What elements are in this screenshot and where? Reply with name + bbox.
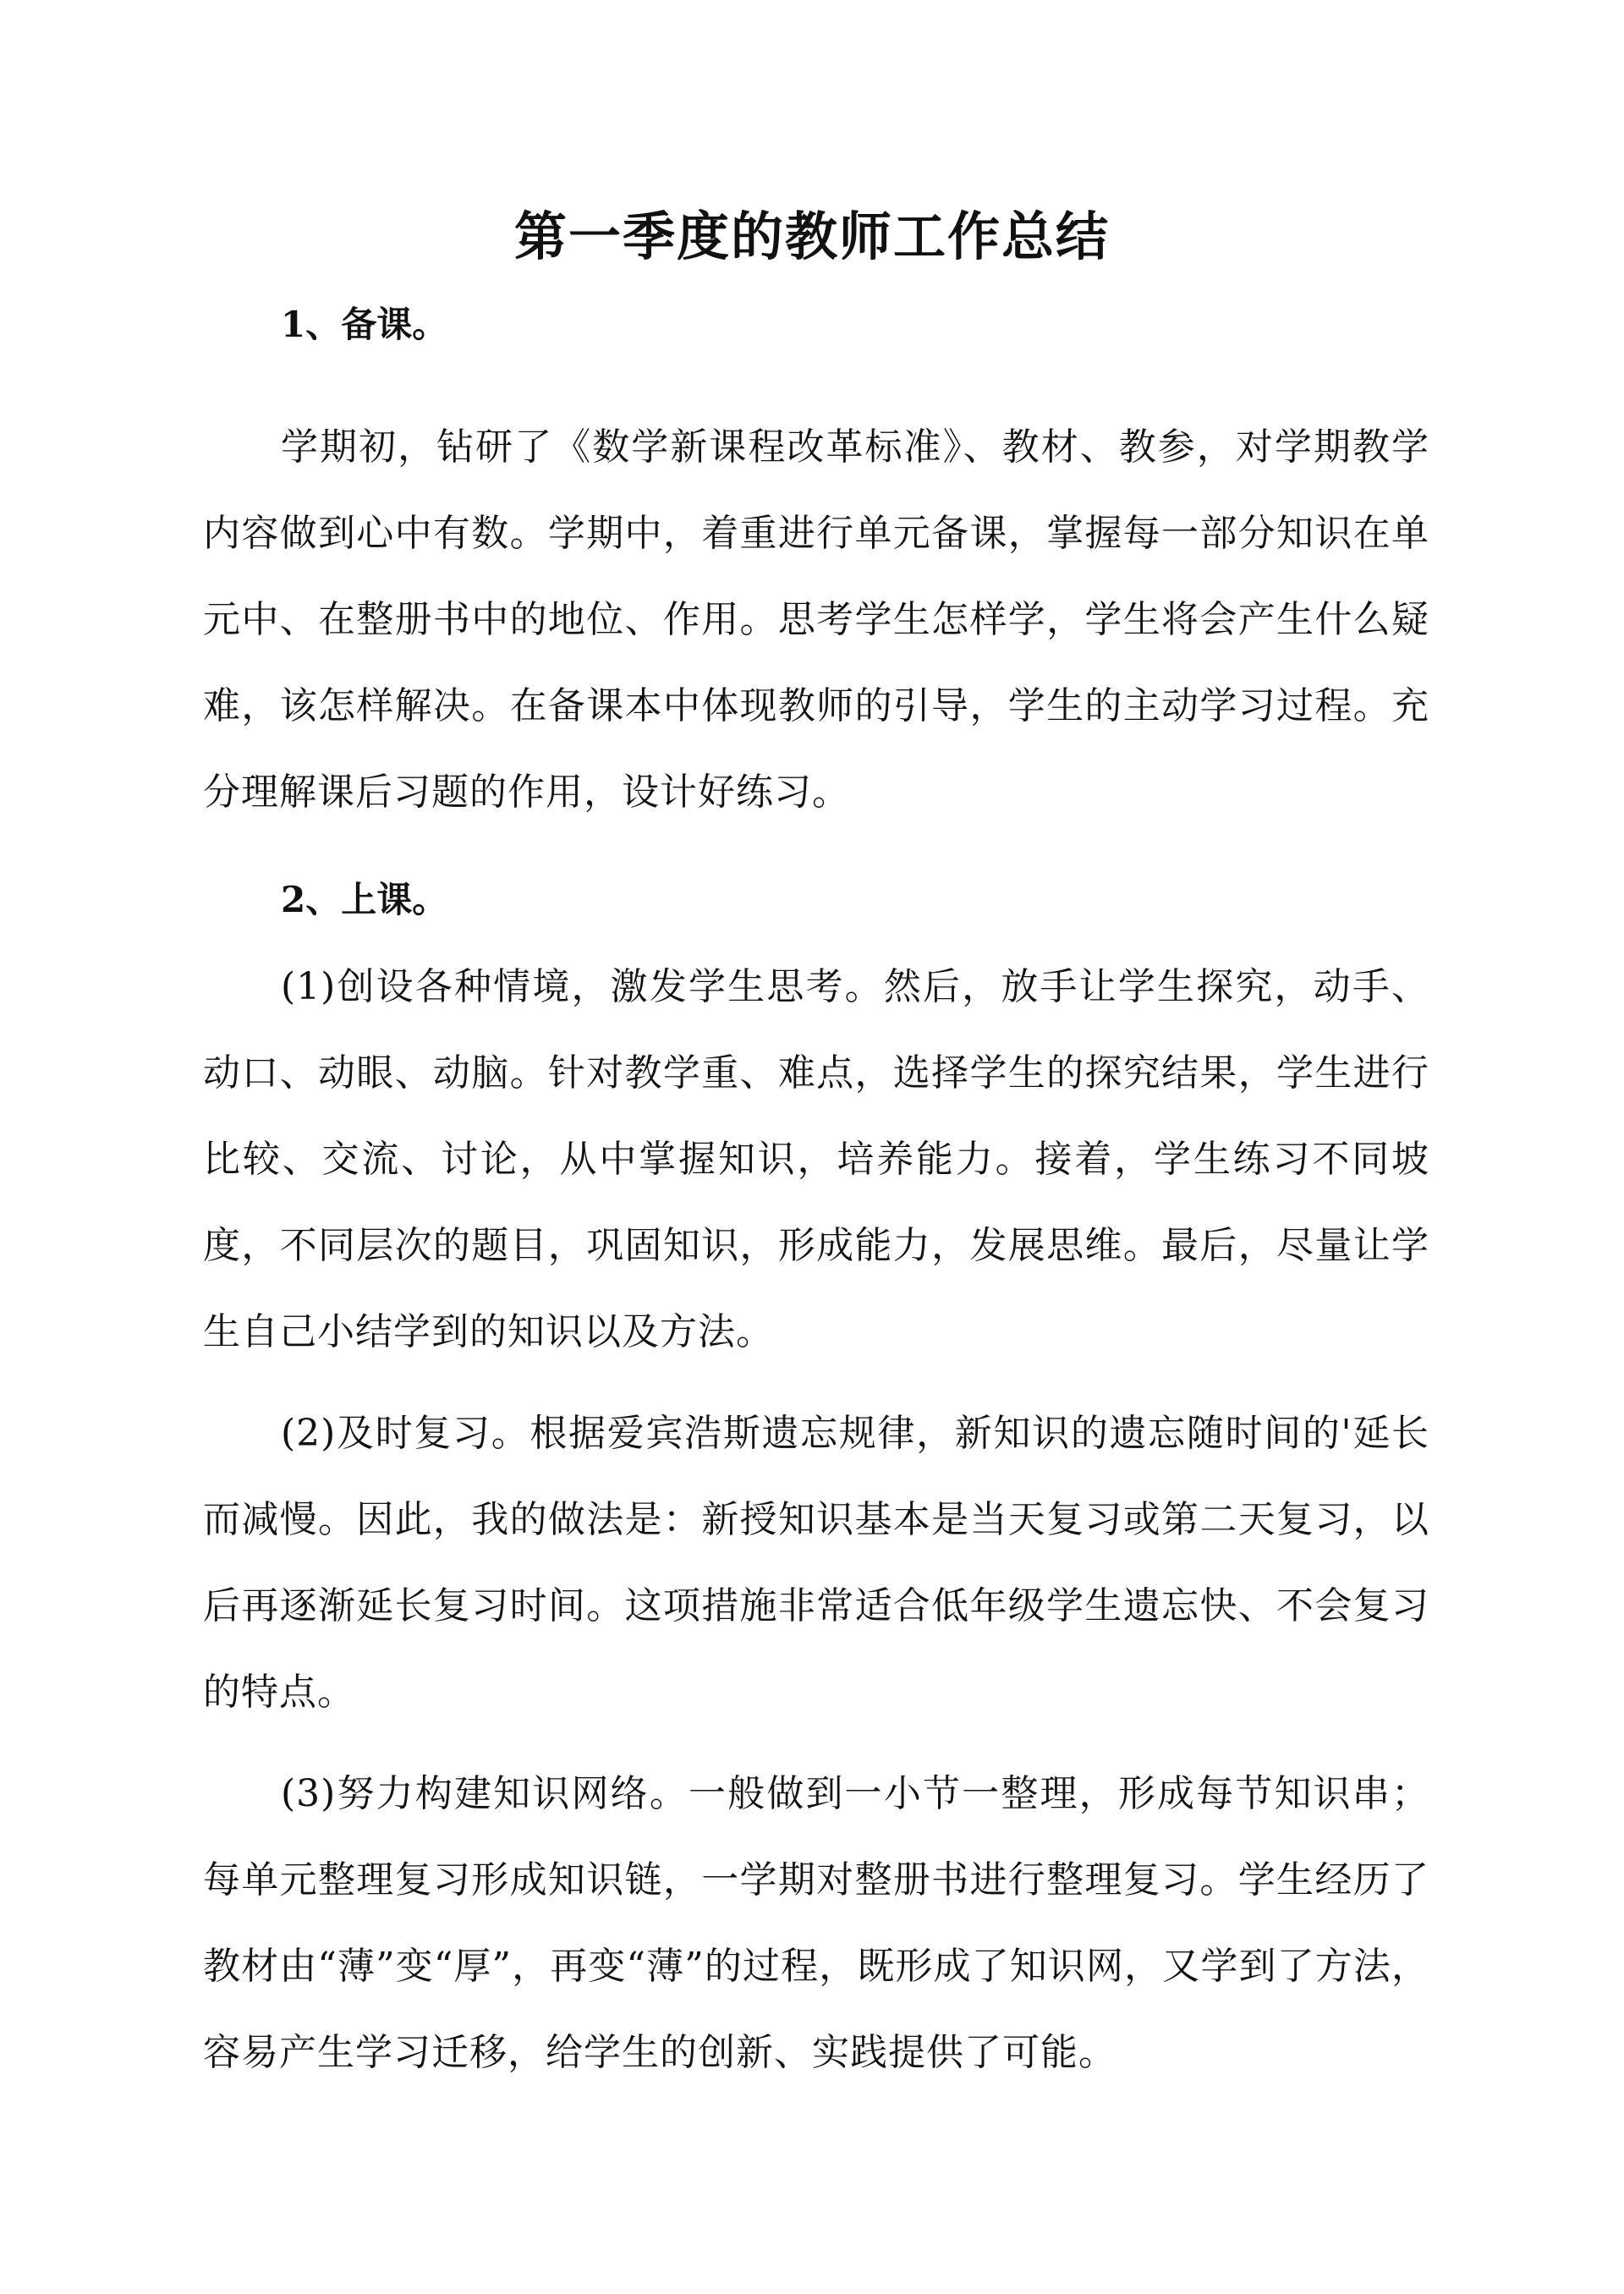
paragraph-teaching-2: (2)及时复习。根据爱宾浩斯遗忘规律，新知识的遗忘随时间的'延长而减慢。因此，我的做法是：新授知识基本是当天复习或第二天复习，以后再逐渐延长复习时间。这项措施非常适合低年级学生遗忘快、不会复习的特点。 (203, 1412, 1429, 1714)
document-body (203, 195, 1429, 2096)
paragraph-lesson-prep: 学期初，钻研了《数学新课程改革标准》、教材、教参，对学期教学内容做到心中有数。学期中，着重进行单元备课，掌握每一部分知识在单元中、在整册书中的地位、作用。思考学生怎样学，学生将会产生什么疑难，该怎样解决。在备课本中体现教师的引导，学生的主动学习过程。充分理解课后习题的作用，设计好练习。 (203, 425, 1429, 814)
paragraph-teaching-3: (3)努力构建知识网络。一般做到一小节一整理，形成每节知识串；每单元整理复习形成知识链，一学期对整册书进行整理复习。学生经历了教材由“薄”变“厚”，再变“薄”的过程，既形成了知识网，又学到了方法，容易产生学习迁移，给学生的创新、实践提供了可能。 (203, 1772, 1429, 2074)
paragraph-teaching-1: (1)创设各种情境，激发学生思考。然后，放手让学生探究，动手、动口、动眼、动脑。针对教学重、难点，选择学生的探究结果，学生进行比较、交流、讨论，从中掌握知识，培养能力。接着，学生练习不同坡度，不同层次的题目，巩固知识，形成能力，发展思维。最后，尽量让学生自己小结学到的知识以及方法。 (203, 965, 1429, 1353)
section-heading-teaching: 2、上课。 (281, 879, 448, 920)
section-heading-lesson-prep: 1、备课。 (281, 304, 448, 345)
document-title: 第一季度的教师工作总结 (513, 206, 1110, 267)
